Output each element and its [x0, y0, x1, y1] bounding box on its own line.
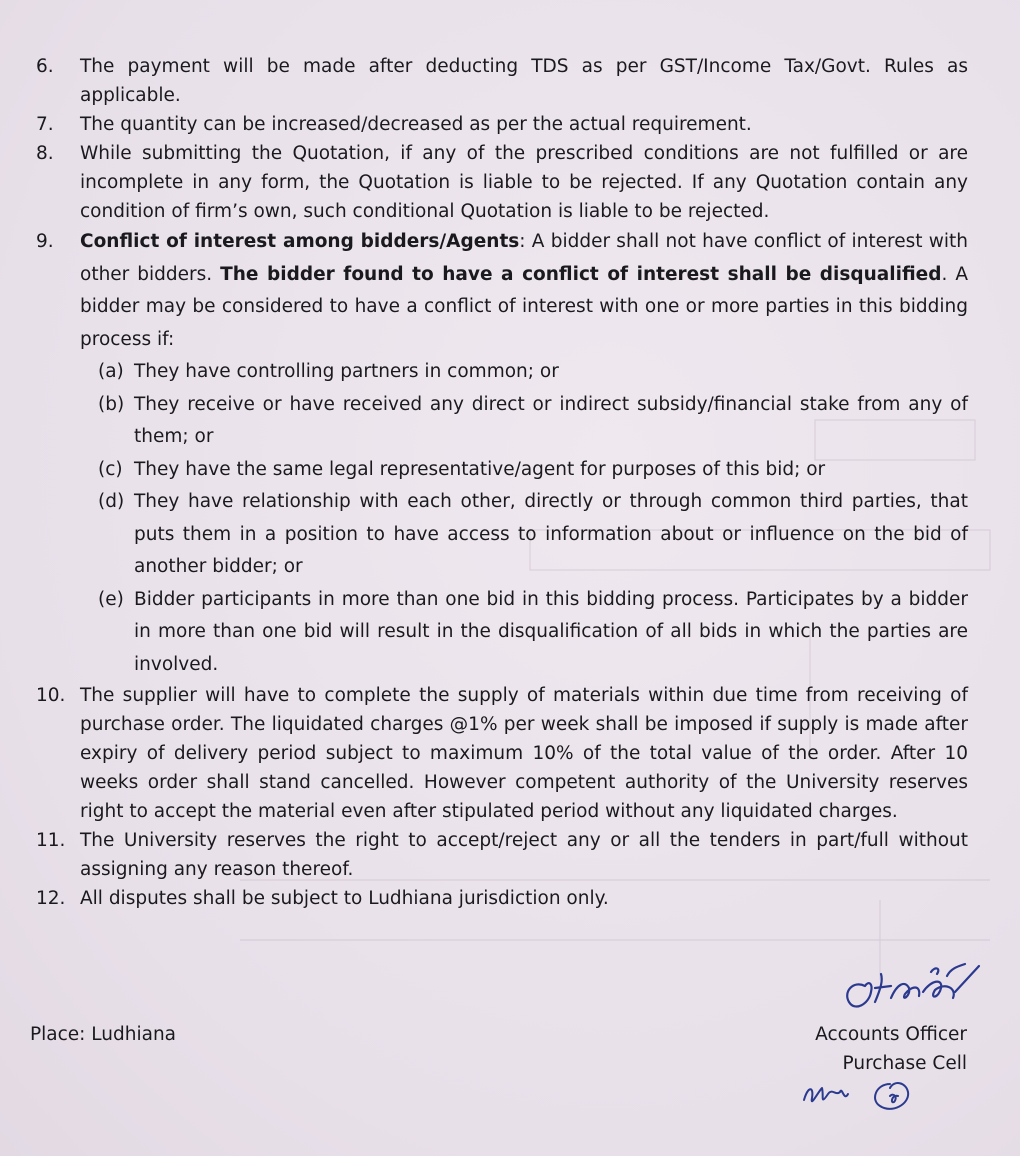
item-number: 9.	[36, 231, 54, 252]
sub-item	[98, 454, 968, 487]
sub-item-text: Bidder participants in more than one bid in this bidding process. Participates by a bidder in more than one bid will result in the disqualification of all bids in which the parties are involved.	[134, 588, 968, 675]
item-text: The supplier will have to complete the supply of materials within due time from receiving of purchase order. The liquidated charges @1% per week shall be imposed if supply is made after expiry of delivery period subject to maximum 10% of the total value of the order. After 10 weeks order shall stand cancelled. However competent authority of the University reserves right to accept the material even after stipulated period without any liquidated charges.	[80, 685, 968, 822]
item-text: . A bidder may be considered to have a conflict of interest with one or more parties in this bidding process if:	[80, 263, 968, 350]
list-item-conflict	[36, 226, 968, 356]
sub-item-label: (d)	[98, 491, 125, 512]
item-text: All disputes shall be subject to Ludhiana jurisdiction only.	[80, 888, 609, 909]
place-label: Place: Ludhiana	[30, 1024, 177, 1045]
list-item	[36, 52, 968, 110]
conflict-heading: Conflict of interest among bidders/Agents	[80, 231, 520, 252]
item-number: 6.	[36, 56, 54, 77]
conflict-subitems	[36, 356, 968, 681]
item-number: 8.	[36, 143, 54, 164]
sub-item	[98, 356, 968, 389]
sub-item-text: They have controlling partners in common; or	[134, 361, 559, 382]
list-item	[36, 139, 968, 226]
item-text: While submitting the Quotation, if any of the prescribed conditions are not fulfilled or are incomplete in any form, the Quotation is liable to be rejected. If any Quotation contain any condition of firm’s own, such conditional Quotation is liable to be rejected.	[80, 143, 968, 222]
item-text: The University reserves the right to accept/reject any or all the tenders in part/full without assigning any reason thereof.	[80, 830, 968, 880]
item-text: The payment will be made after deducting TDS as per GST/Income Tax/Govt. Rules as applicable.	[80, 56, 968, 106]
signatory-designation: Accounts Officer	[815, 1024, 967, 1045]
sub-item-label: (a)	[98, 361, 124, 382]
disqualification-notice: The bidder found to have a conflict of interest shall be disqualified	[220, 263, 942, 285]
sub-item-label: (c)	[98, 458, 123, 480]
sub-item	[98, 389, 968, 454]
signatory-department: Purchase Cell	[842, 1053, 967, 1074]
list-item	[36, 681, 968, 826]
sub-item	[98, 486, 968, 584]
list-item	[36, 884, 968, 913]
sub-item-label: (b)	[98, 393, 125, 415]
item-number: 11.	[36, 830, 66, 851]
list-item	[36, 826, 968, 884]
signatory-block	[815, 1020, 967, 1078]
sub-item-label: (e)	[98, 588, 124, 610]
item-text: The quantity can be increased/decreased as per the actual requirement.	[80, 114, 752, 135]
list-item	[36, 110, 968, 139]
sub-item-text: They have relationship with each other, directly or through common third parties, that puts them in a position to have access to information about or influence on the bid of another bidder; or	[134, 491, 968, 577]
item-number: 10.	[36, 685, 66, 706]
sub-item-text: They receive or have received any direct or indirect subsidy/financial stake from any of them; or	[134, 393, 968, 447]
item-number: 12.	[36, 888, 66, 909]
sub-item	[98, 584, 968, 682]
item-text: : A bidder shall not have conflict of interest with other bidders.	[80, 231, 968, 285]
terms-list	[36, 52, 968, 913]
item-number: 7.	[36, 114, 54, 135]
sub-item-text: They have the same legal representative/agent for purposes of this bid; or	[134, 458, 826, 480]
